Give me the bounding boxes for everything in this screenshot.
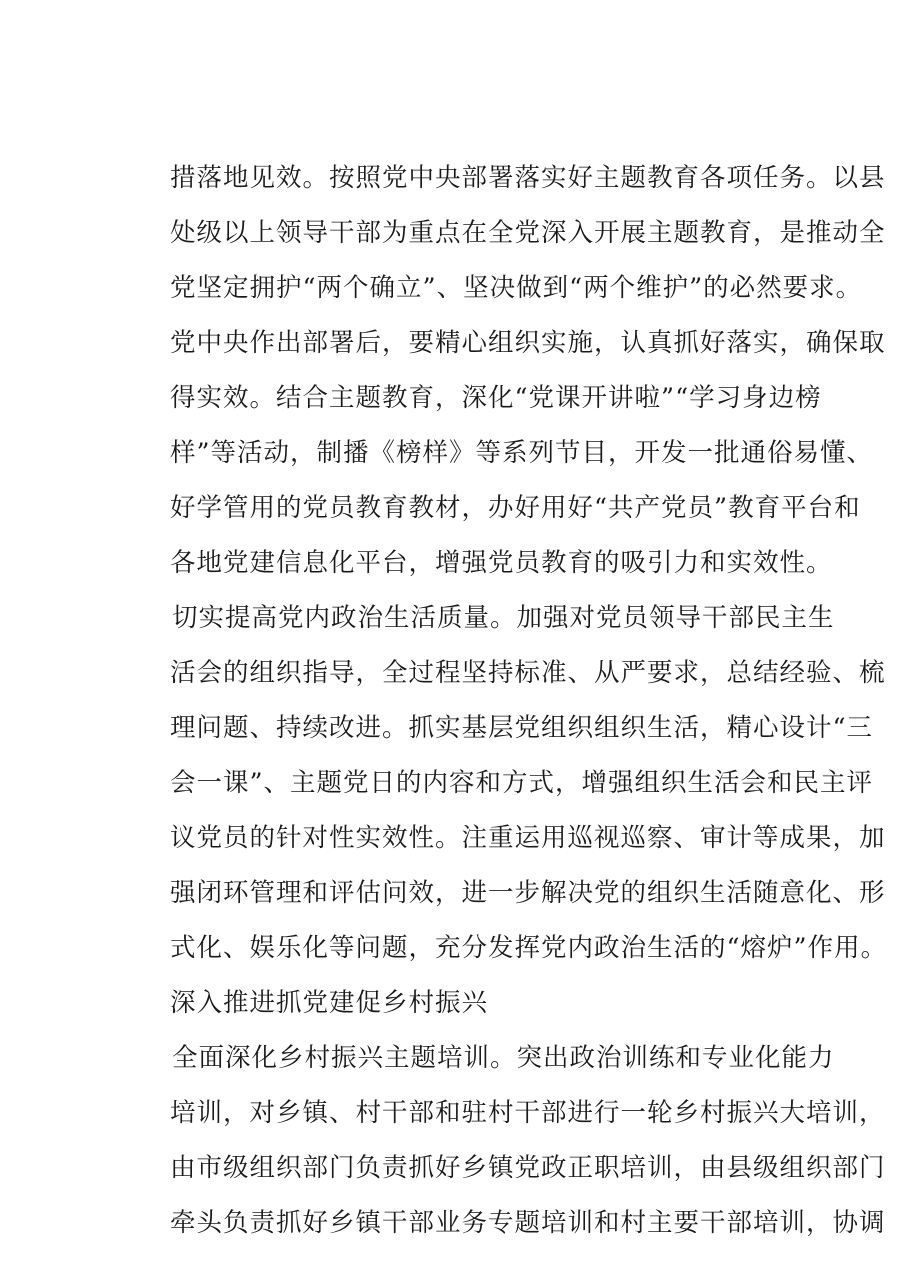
- paragraph-start-line: 全面深化乡村振兴主题培训。突出政治训练和专业化能力: [172, 1043, 835, 1073]
- text-line: 培训，对乡镇、村干部和驻村干部进行一轮乡村振兴大培训，: [170, 1098, 886, 1128]
- text-line: 措落地见效。按照党中央部署落实好主题教育各项任务。以县: [170, 163, 886, 193]
- text-line: 得实效。结合主题教育，深化“党课开讲啦”“学习身边榜: [170, 383, 822, 413]
- text-line: 强闭环管理和评估问效，进一步解决党的组织生活随意化、形: [170, 878, 886, 908]
- text-line: 议党员的针对性实效性。注重运用巡视巡察、审计等成果，加: [170, 823, 886, 853]
- text-line: 会一课”、主题党日的内容和方式，增强组织生活会和民主评: [170, 768, 874, 798]
- text-line: 党坚定拥护“两个确立”、坚决做到“两个维护”的必然要求。: [170, 273, 863, 303]
- text-line: 党中央作出部署后，要精心组织实施，认真抓好落实，确保取: [170, 328, 886, 358]
- paragraph-start-line: 切实提高党内政治生活质量。加强对党员领导干部民主生: [172, 603, 835, 633]
- text-line: 各地党建信息化平台，增强党员教育的吸引力和实效性。: [170, 548, 833, 578]
- text-line: 牵头负责抓好乡镇干部业务专题培训和村主要干部培训，协调: [170, 1208, 886, 1238]
- text-line: 活会的组织指导，全过程坚持标准、从严要求，总结经验、梳: [170, 658, 886, 688]
- text-line: 样”等活动，制播《榜样》等系列节目，开发一批通俗易懂、: [170, 438, 874, 468]
- text-line: 理问题、持续改进。抓实基层党组织组织生活，精心设计“三: [170, 713, 874, 743]
- text-line: 处级以上领导干部为重点在全党深入开展主题教育，是推动全: [170, 218, 886, 248]
- section-heading: 深入推进抓党建促乡村振兴: [170, 988, 489, 1018]
- text-line: 由市级组织部门负责抓好乡镇党政正职培训，由县级组织部门: [170, 1153, 886, 1183]
- text-line: 式化、娱乐化等问题，充分发挥党内政治生活的“熔炉”作用。: [170, 933, 888, 963]
- text-line: 好学管用的党员教育教材，办好用好“共产党员”教育平台和: [170, 493, 861, 523]
